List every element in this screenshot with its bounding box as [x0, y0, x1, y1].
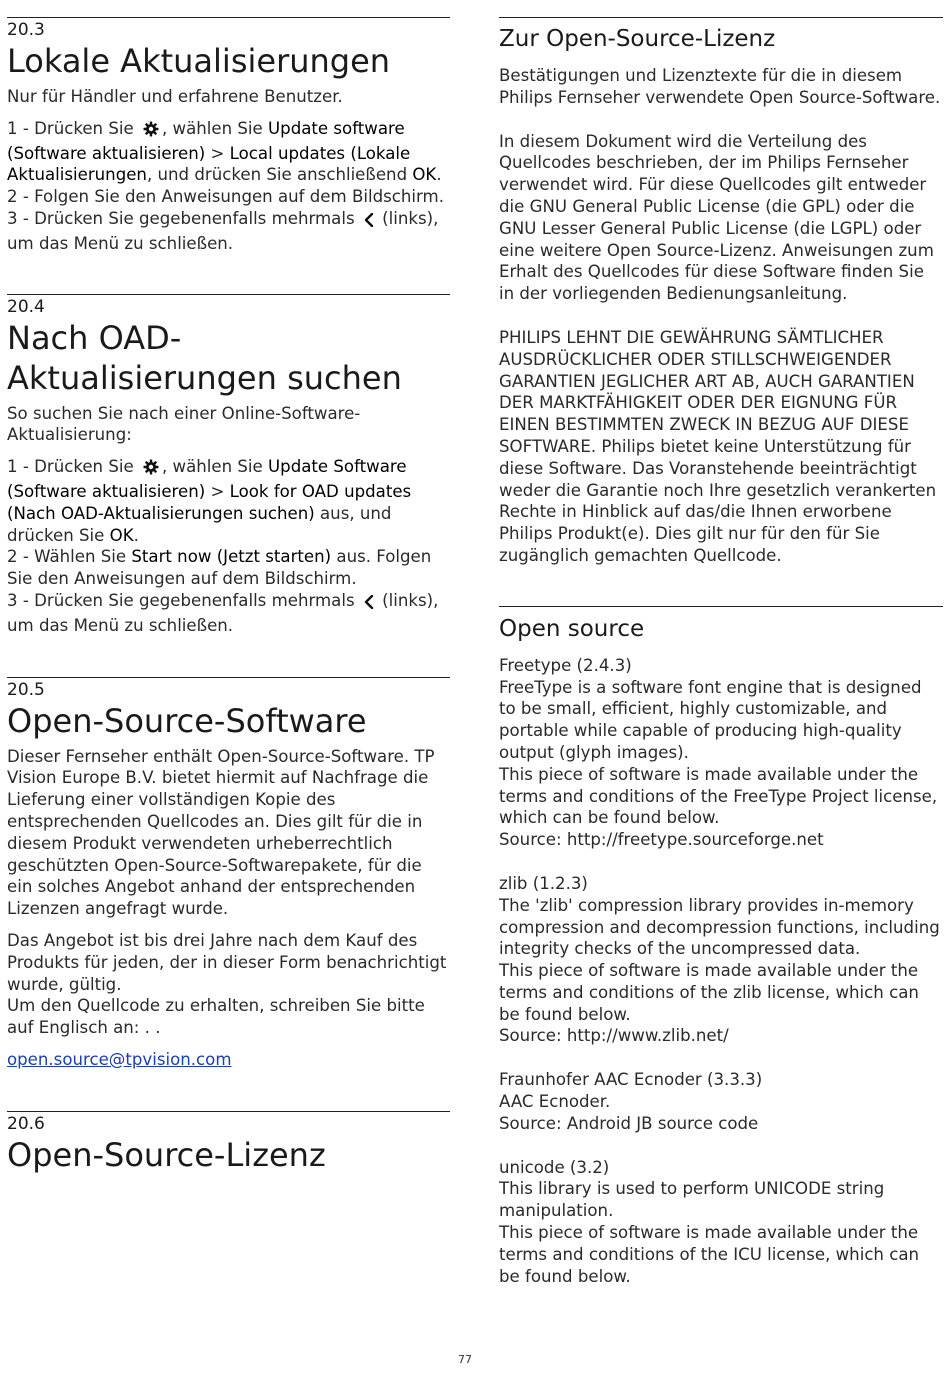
license-description: The 'zlib' compression library provides in-memory compression and decompression functions, including integrity checks of the uncompressed data.: [499, 895, 940, 959]
step-1: 1 - Drücken Sie , wählen Sie Update Software (Software aktualisieren) > Look for OAD updates (Nach OAD-Aktualisierungen suchen) aus, und drücken Sie OK.: [7, 457, 412, 545]
section-number: 20.3: [7, 20, 45, 40]
license-description: This library is used to perform UNICODE string manipulation.: [499, 1179, 885, 1221]
license-entry-aac: [499, 1069, 943, 1134]
step-3: 3 - Drücken Sie gegebenenfalls mehrmals (links), um das Menü zu schließen.: [7, 208, 439, 253]
license-terms: This piece of software is made available under the terms and conditions of the ICU license, which can be found below.: [499, 1223, 920, 1286]
section-title: Lokale Aktualisierungen: [7, 42, 391, 80]
paragraph: Bestätigungen und Lizenztexte für die in diesem Philips Fernseher verwendete Open Source-Software.: [499, 66, 941, 107]
license-name: zlib (1.2.3): [499, 873, 588, 893]
step-1: 1 - Drücken Sie , wählen Sie Update software (Software aktualisieren) > Local updates (Lokale Aktualisierungen, und drücken Sie anschließend OK.: [7, 118, 442, 185]
subsection-title: Zur Open-Source-Lizenz: [499, 26, 776, 52]
license-terms: This piece of software is made available under the terms and conditions of the zlib license, which can be found below.: [499, 961, 919, 1024]
section-title: Nach OAD-Aktualisierungen suchen: [7, 318, 402, 397]
section-title: Open-Source-Lizenz: [7, 1135, 326, 1174]
email-link[interactable]: open.source@tpvision.com: [7, 1049, 232, 1069]
gear-icon: [143, 121, 159, 143]
section-divider: [7, 677, 450, 678]
section-divider: [7, 17, 450, 18]
intro-text: Nur für Händler und erfahrene Benutzer.: [7, 87, 343, 106]
license-source: Source: http://freetype.sourceforge.net: [499, 830, 824, 850]
intro-text: So suchen Sie nach einer Online-Software-Aktualisierung:: [7, 403, 361, 445]
page-number: 77: [458, 1353, 472, 1366]
license-entry-unicode: [499, 1157, 943, 1288]
license-name: unicode (3.2): [499, 1157, 610, 1177]
license-name: Freetype (2.4.3): [499, 655, 632, 675]
license-name: Fraunhofer AAC Ecnoder (3.3.3): [499, 1070, 763, 1090]
license-terms: This piece of software is made available under the terms and conditions of the FreeType Project license, which can be found below.: [499, 764, 938, 828]
left-column: [7, 0, 450, 1180]
license-source: Source: http://www.zlib.net/: [499, 1026, 729, 1046]
subsection-title: Open source: [499, 615, 645, 642]
step-2: 2 - Wählen Sie Start now (Jetzt starten) aus. Folgen Sie den Anweisungen auf dem Bildschirm.: [7, 547, 432, 589]
step-3: 3 - Drücken Sie gegebenenfalls mehrmals (links), um das Menü zu schließen.: [7, 590, 439, 635]
license-description: FreeType is a software font engine that is designed to be small, efficient, highly customizable, and portable while capable of producing high-quality output (glyph images).: [499, 677, 922, 762]
paragraph: Um den Quellcode zu erhalten, schreiben Sie bitte auf Englisch an: . .: [7, 996, 425, 1038]
section-divider: [499, 17, 943, 18]
section-number: 20.4: [7, 296, 45, 317]
section-number: 20.6: [7, 1113, 45, 1134]
step-2: 2 - Folgen Sie den Anweisungen auf dem Bildschirm.: [7, 187, 444, 207]
paragraph: Dieser Fernseher enthält Open-Source-Software. TP Vision Europe B.V. bietet hiermit auf Nachfrage die Lieferung einer vollständigen Kopie des entsprechenden Quellcodes an. Dies gilt für die in diesem Produkt verwendeten urheberrechtlich geschützten Open-Source-Softwarepakete, für die ein solches Angebot anhand der entsprechenden Lizenzen angefragt wurde.: [7, 746, 435, 919]
license-entry-freetype: [499, 655, 943, 851]
license-description: AAC Ecnoder.: [499, 1092, 611, 1112]
paragraph: In diesem Dokument wird die Verteilung des Quellcodes beschrieben, der im Philips Fernseher verwendet wird. Für diese Quellcodes gilt entweder die GNU General Public License (die GPL) oder die GNU Lesser General Public License (die LGPL) oder eine weitere Open Source-Lizenz. Anweisungen zum Erhalt des Quellcodes für diese Software finden Sie in der vorliegenden Bedienungsanleitung.: [499, 131, 934, 304]
right-column: [499, 0, 943, 1287]
section-divider: [7, 1111, 450, 1112]
paragraph: Das Angebot ist bis drei Jahre nach dem Kauf des Produkts für jeden, der in dieser Form benachrichtigt wurde, gültig.: [7, 930, 447, 994]
section-title: Open-Source-Software: [7, 701, 367, 740]
disclaimer-paragraph: PHILIPS LEHNT DIE GEWÄHRUNG SÄMTLICHER AUSDRÜCKLICHER ODER STILLSCHWEIGENDER GARANTIEN JEGLICHER ART AB, AUCH GARANTIEN DER MARKTFÄHIGKEIT ODER DER EIGNUNG FÜR EINEN BESTIMMTEN ZWECK IN BEZUG AUF DIESE SOFTWARE. Philips bietet keine Unterstützung für diese Software. Das Voranstehende beeinträchtigt weder die Garantie noch Ihre gesetzlich verankerten Rechte in Hinblick auf das/die Ihnen erworbene Philips Produkt(e). Dies gilt nur für den für Sie zugänglich gemachten Quellcode.: [499, 327, 937, 565]
section-divider: [7, 294, 450, 295]
chevron-left-icon: [364, 211, 374, 233]
license-source: Source: Android JB source code: [499, 1113, 759, 1133]
license-entry-zlib: [499, 873, 943, 1047]
section-divider: [499, 606, 943, 607]
section-number: 20.5: [7, 679, 45, 700]
chevron-left-icon: [364, 593, 374, 615]
gear-icon: [143, 459, 159, 481]
